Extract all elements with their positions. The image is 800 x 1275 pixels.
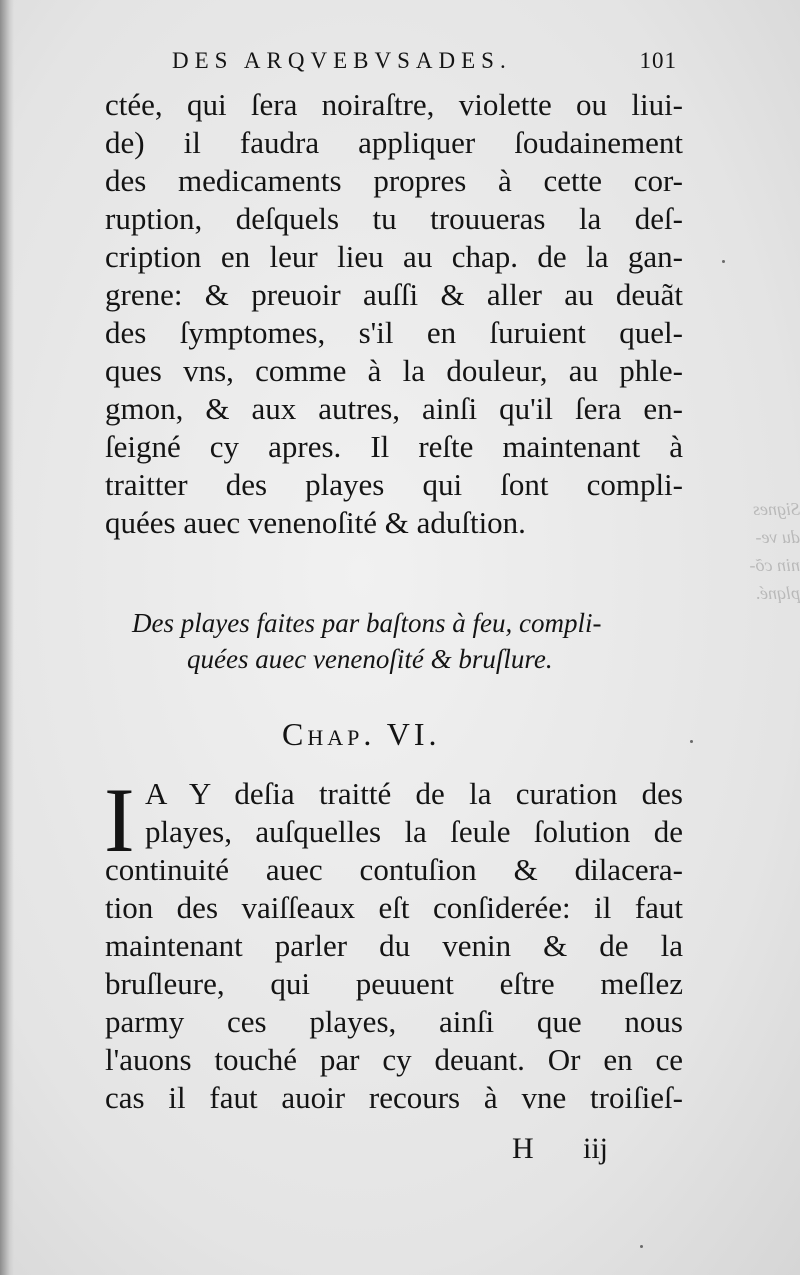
paper-speck — [722, 260, 725, 263]
text-line: ctée, qui ſera noiraſtre, violette ou liui- — [105, 87, 683, 122]
bleed-through-margin-note — [708, 495, 800, 607]
page-gutter-shadow — [0, 0, 14, 1275]
paper-speck — [640, 1245, 643, 1248]
drop-cap: I — [104, 769, 135, 871]
text-line: gmon, & aux autres, ainſi qu'il ſera en- — [105, 391, 683, 426]
text-line: grene: & preuoir auſſi & aller au deuãt — [105, 277, 683, 312]
text-line: cas il faut auoir recours à vne troiſieſ- — [105, 1080, 683, 1115]
text-line: cription en leur lieu au chap. de la gan- — [105, 239, 683, 274]
text-line: traitter des playes qui ſont compli- — [105, 467, 683, 502]
text-line: quées auec venenoſité & aduſtion. — [105, 505, 526, 540]
text-line: A Y deſia traitté de la curation des — [145, 776, 683, 811]
bleed-line: Signes — [753, 499, 800, 519]
signature-letter: H — [512, 1132, 534, 1165]
subtitle-line: Des playes faites par baſtons à feu, compli- — [132, 608, 602, 638]
text-line: des medicaments propres à cette cor- — [105, 163, 683, 198]
text-line: l'auons touché par cy deuant. Or en ce — [105, 1042, 683, 1077]
section-subtitle — [132, 605, 677, 677]
text-line: de) il faudra appliquer ſoudainement — [105, 125, 683, 160]
text-line: ruption, deſquels tu trouueras la deſ- — [105, 201, 683, 236]
bleed-line: nin cõ- — [749, 555, 800, 575]
text-line: ſeigné cy apres. Il reſte maintenant à — [105, 429, 683, 464]
text-line: continuité auec contuſion & dilacera- — [105, 852, 683, 887]
text-line: ques vns, comme à la douleur, au phle- — [105, 353, 683, 388]
text-line: bruſleure, qui peuuent eſtre meſlez — [105, 966, 683, 1001]
text-line: maintenant parler du venin & de la — [105, 928, 683, 963]
bleed-line: du ve- — [755, 527, 800, 547]
signature-number: iij — [582, 1132, 608, 1165]
running-header — [172, 48, 677, 78]
subtitle-line: quées auec venenoſité & bruſlure. — [187, 644, 553, 674]
signature-mark — [512, 1132, 608, 1166]
text-line: des ſymptomes, s'il en ſuruient quel- — [105, 315, 683, 350]
page-number: 101 — [639, 48, 677, 73]
text-line: playes, auſquelles la ſeule ſolution de — [145, 814, 683, 849]
bleed-line: plqné. — [755, 583, 800, 603]
text-line: parmy ces playes, ainſi que nous — [105, 1004, 683, 1039]
running-title: DES ARQVEBVSADES. — [172, 48, 512, 73]
paragraph-2 — [104, 769, 683, 1117]
chapter-heading: Chap. VI. — [282, 716, 441, 752]
text-line: tion des vaiſſeaux eſt conſiderée: il faut — [105, 890, 683, 925]
paper-speck — [690, 740, 693, 743]
paragraph-1 — [105, 86, 683, 542]
